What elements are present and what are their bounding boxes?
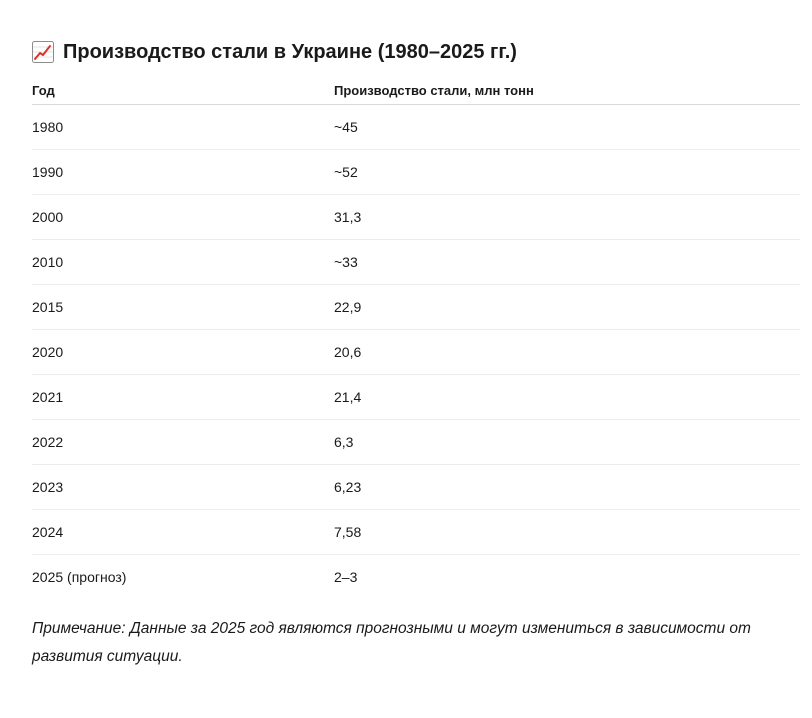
page-title-text: Производство стали в Украине (1980–2025 гг.) <box>63 40 517 63</box>
column-header-production: Производство стали, млн тонн <box>334 76 800 105</box>
chart-increasing-icon <box>32 41 54 63</box>
table-row <box>32 465 800 510</box>
document-content <box>32 36 800 671</box>
table-row <box>32 330 800 375</box>
production-cell: 6,3 <box>334 420 800 465</box>
column-header-year: Год <box>32 76 334 105</box>
year-cell: 2000 <box>32 195 334 240</box>
table-row <box>32 510 800 555</box>
table-row <box>32 420 800 465</box>
year-cell: 2024 <box>32 510 334 555</box>
table-row <box>32 195 800 240</box>
year-cell: 2023 <box>32 465 334 510</box>
production-cell: 2–3 <box>334 569 358 585</box>
table-header-row <box>32 76 800 105</box>
table-row <box>32 555 800 600</box>
year-cell: 2021 <box>32 375 334 420</box>
table-row <box>32 105 800 150</box>
production-cell: ~52 <box>334 150 800 195</box>
year-cell: 2022 <box>32 420 334 465</box>
table-row <box>32 375 800 420</box>
year-cell: 1990 <box>32 150 334 195</box>
production-cell: 31,3 <box>334 195 800 240</box>
footnote: Примечание: Данные за 2025 год являются прогнозными и могут измениться в зависимости от развития ситуации. <box>32 620 751 665</box>
production-cell: 20,6 <box>334 330 800 375</box>
page-title <box>32 36 800 68</box>
production-cell: 22,9 <box>334 285 800 330</box>
steel-production-table <box>32 76 800 599</box>
year-cell: 1980 <box>32 105 334 150</box>
production-cell: ~45 <box>334 105 800 150</box>
year-cell: 2025 (прогноз) <box>32 569 127 585</box>
production-cell: ~33 <box>334 240 800 285</box>
production-cell: 21,4 <box>334 375 800 420</box>
production-cell: 7,58 <box>334 510 800 555</box>
year-cell: 2015 <box>32 285 334 330</box>
year-cell: 2020 <box>32 330 334 375</box>
table-row <box>32 150 800 195</box>
year-cell: 2010 <box>32 240 334 285</box>
table-row <box>32 240 800 285</box>
table-row <box>32 285 800 330</box>
production-cell: 6,23 <box>334 465 800 510</box>
